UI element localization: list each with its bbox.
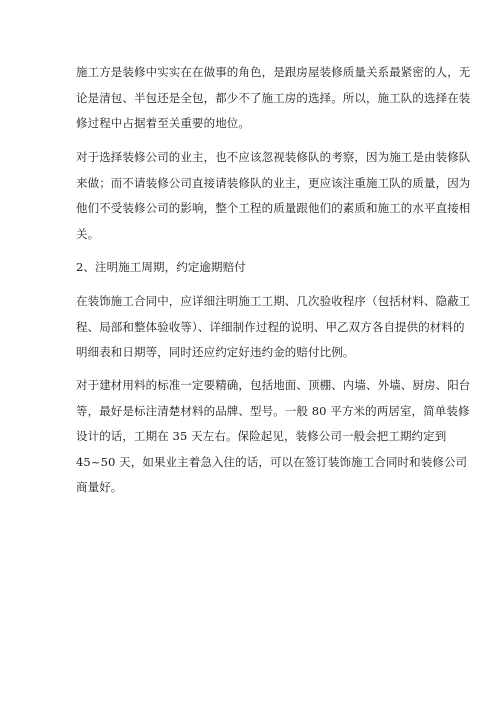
paragraph-construction-role xyxy=(76,60,471,137)
text-line: 等，最好是标注清楚材料的品牌、型号。一般 80 平方米的两居室，简单装修 xyxy=(76,403,470,418)
section-heading: 2、注明施工周期，约定逾期赔付 xyxy=(76,260,246,274)
text-line: 他们不受装修公司的影响，整个工程的质量跟他们的素质和施工的水平直接相 xyxy=(76,201,471,216)
text-line: 关。 xyxy=(76,226,100,241)
text-line: 在装饰施工合同中，应详细注明施工工期、几次验收程序（包括材料、隐蔽工 xyxy=(76,294,471,308)
text-line: 对于选择装修公司的业主，也不应该忽视装修队的考察，因为施工是由装修队 xyxy=(76,150,471,164)
text-line: 明细表和日期等，同时还应约定好违约金的赔付比例。 xyxy=(76,345,355,360)
text-line: 程、局部和整体验收等）、详细制作过程的说明、甲乙双方各自提供的材料的 xyxy=(76,319,465,334)
text-line: 施工方是装修中实实在在做事的角色，是跟房屋装修质量关系最紧密的人，无 xyxy=(76,65,471,79)
text-line: 对于建材用料的标准一定要精确，包括地面、顶棚、内墙、外墙、厨房、阳台 xyxy=(76,378,471,392)
text-line: 设计的话，工期在 35 天左右。保险起见，装修公司一般会把工期约定到 xyxy=(76,429,447,444)
text-line: 商量好。 xyxy=(76,480,123,495)
text-line: 修过程中占据着至关重要的地位。 xyxy=(76,116,250,131)
paragraph-materials-schedule xyxy=(76,373,471,501)
paragraph-owner-advice xyxy=(76,145,471,247)
text-line: 论是清包、半包还是全包，都少不了施工房的选择。所以，施工队的选择在装 xyxy=(76,90,471,105)
paragraph-contract-details xyxy=(76,289,471,366)
text-line: 来做；而不请装修公司直接请装修队的业主，更应该注重施工队的质量，因为 xyxy=(76,175,471,190)
text-line: 45~50 天，如果业主着急入住的话，可以在签订装饰施工合同时和装修公司 xyxy=(76,454,468,469)
